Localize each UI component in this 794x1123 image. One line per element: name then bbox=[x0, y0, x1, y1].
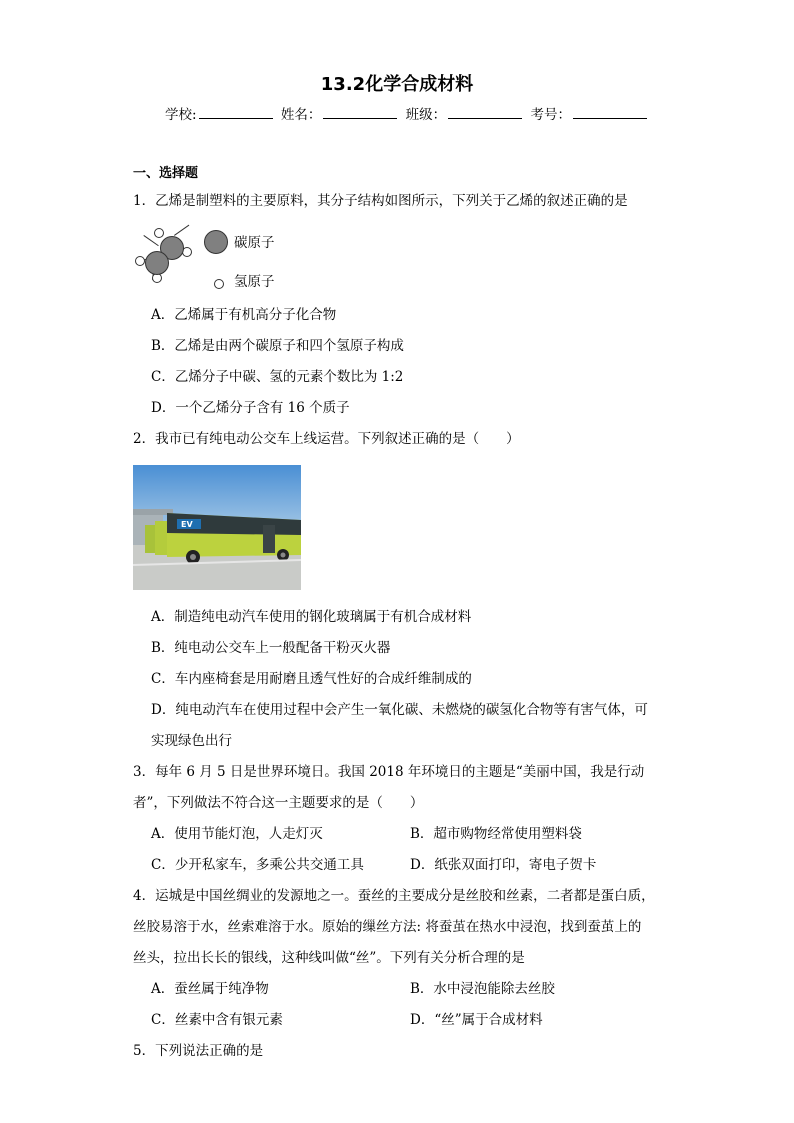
name-label: 姓名： bbox=[280, 107, 322, 123]
exam-no-field[interactable] bbox=[573, 106, 647, 119]
electric-bus-illustration bbox=[133, 465, 301, 590]
school-field[interactable] bbox=[199, 106, 273, 119]
q2-option-a: A．制造纯电动汽车使用的钢化玻璃属于有机合成材料 bbox=[151, 609, 472, 625]
q1-stem: 1．乙烯是制塑料的主要原料，其分子结构如图所示，下列关于乙烯的叙述正确的是 bbox=[133, 193, 628, 209]
q3-option-a: A．使用节能灯泡，人走灯灭 bbox=[151, 826, 323, 842]
school-label: 学校: bbox=[165, 107, 197, 123]
q2-option-d-line2: 实现绿色出行 bbox=[151, 733, 232, 749]
q4-option-b: B．水中浸泡能除去丝胶 bbox=[410, 981, 555, 997]
q1-option-d: D．一个乙烯分子含有 16 个质子 bbox=[151, 400, 350, 416]
hydrogen-atom bbox=[154, 228, 164, 238]
q3-option-b: B．超市购物经常使用塑料袋 bbox=[410, 826, 582, 842]
q2-option-c: C．车内座椅套是用耐磨且透气性好的合成纤维制成的 bbox=[151, 671, 472, 687]
q3-option-d: D．纸张双面打印，寄电子贺卡 bbox=[410, 857, 597, 873]
name-field[interactable] bbox=[323, 106, 397, 119]
q3-option-c: C．少开私家车，多乘公共交通工具 bbox=[151, 857, 364, 873]
class-field[interactable] bbox=[448, 106, 522, 119]
legend-hydrogen-symbol bbox=[214, 279, 224, 289]
student-info bbox=[165, 103, 651, 123]
legend-carbon-symbol bbox=[204, 230, 228, 254]
q4-stem-line1: 4．运城是中国丝绸业的发源地之一。蚕丝的主要成分是丝胶和丝素，二者都是蛋白质， bbox=[133, 888, 655, 904]
ethylene-molecule-diagram bbox=[132, 222, 332, 302]
q3-stem-line2: 者”，下列做法不符合这一主题要求的是（ ） bbox=[133, 795, 424, 811]
exam-no-label: 考号： bbox=[530, 107, 571, 123]
q1-option-b: B．乙烯是由两个碳原子和四个氢原子构成 bbox=[151, 338, 404, 354]
q4-option-a: A．蚕丝属于纯净物 bbox=[151, 981, 269, 997]
electric-bus-photo bbox=[133, 465, 301, 590]
q2-option-d-line1: D．纯电动汽车在使用过程中会产生一氧化碳、未燃烧的碳氢化合物等有害气体，可 bbox=[151, 702, 648, 718]
class-label: 班级： bbox=[405, 107, 447, 123]
q1-option-a: A．乙烯属于有机高分子化合物 bbox=[151, 307, 337, 323]
q4-stem-line2: 丝胶易溶于水，丝索难溶于水。原始的缫丝方法: 将蚕茧在热水中浸泡，找到蚕茧上的 bbox=[133, 919, 642, 935]
q4-option-c: C．丝素中含有银元素 bbox=[151, 1012, 283, 1028]
q5-stem: 5．下列说法正确的是 bbox=[133, 1043, 264, 1059]
bus-logo: EV bbox=[181, 520, 193, 529]
q2-option-b: B．纯电动公交车上一般配备干粉灭火器 bbox=[151, 640, 391, 656]
carbon-atom bbox=[145, 251, 169, 275]
section-heading: 一、选择题 bbox=[133, 166, 199, 181]
legend-carbon-label: 碳原子 bbox=[234, 235, 275, 251]
page-title: 13.2化学合成材料 bbox=[320, 74, 474, 95]
q1-option-c: C．乙烯分子中碳、氢的元素个数比为 1:2 bbox=[151, 369, 404, 385]
q4-option-d: D．“丝”属于合成材料 bbox=[410, 1012, 543, 1028]
hydrogen-atom bbox=[135, 256, 145, 266]
legend-hydrogen-label: 氢原子 bbox=[234, 274, 275, 290]
q4-stem-line3: 丝头，拉出长长的银线，这种线叫做“丝”。下列有关分析合理的是 bbox=[133, 950, 525, 966]
bond bbox=[174, 225, 189, 236]
q3-stem-line1: 3．每年 6 月 5 日是世界环境日。我国 2018 年环境日的主题是“美丽中国，我是行动 bbox=[133, 764, 645, 780]
q2-stem: 2．我市已有纯电动公交车上线运营。下列叙述正确的是（ ） bbox=[133, 431, 520, 447]
